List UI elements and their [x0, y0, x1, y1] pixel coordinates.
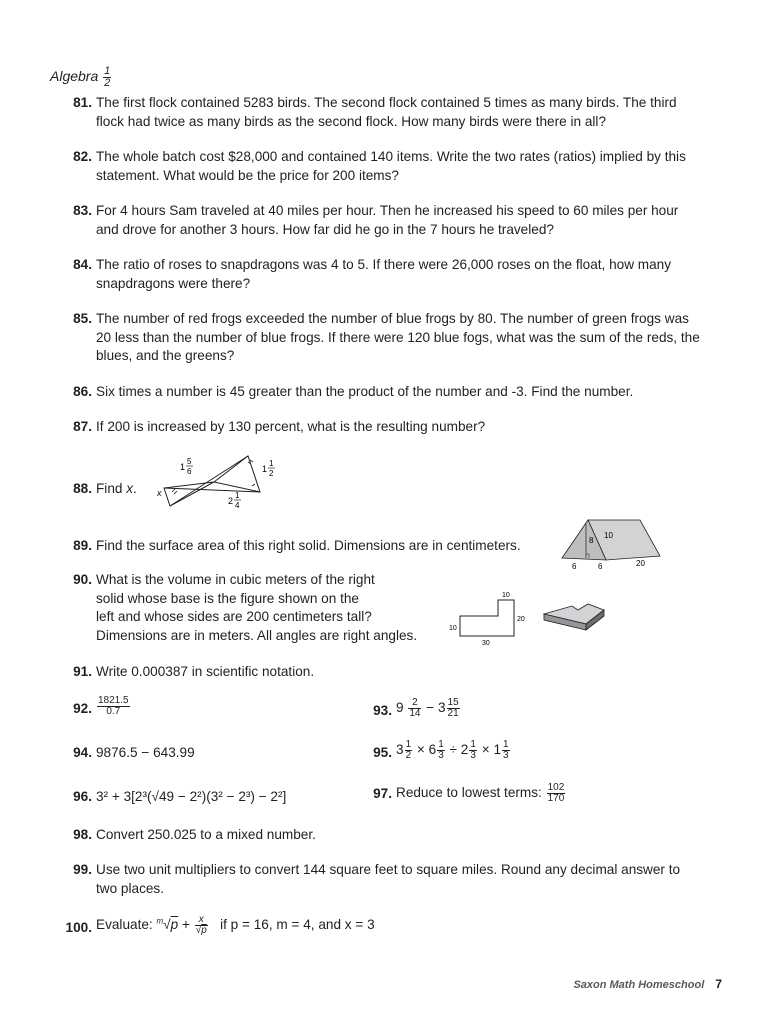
l-shape-solid-figure [540, 600, 610, 634]
label-bottom: 30 [482, 640, 490, 647]
label-c-whole: 2 [228, 496, 234, 506]
page-footer: Saxon Math Homeschool 7 [573, 977, 722, 991]
label-length: 20 [636, 559, 645, 568]
label-a-den: 6 [187, 467, 192, 476]
label-height: 8 [589, 536, 594, 545]
label-b-whole: 1 [262, 464, 268, 474]
section-title: Algebra $\frac{1}{2}$ [50, 65, 111, 89]
label-slant: 10 [604, 531, 613, 540]
label-right: 20 [517, 616, 525, 623]
label-left: 10 [449, 625, 457, 632]
label-c-num: 1 [235, 491, 240, 500]
page-number: 7 [715, 977, 722, 991]
label-base-right: 6 [598, 562, 603, 571]
label-b-num: 1 [269, 459, 274, 468]
title-fraction: $\frac{1}{2}$ [104, 65, 111, 89]
label-x: x [157, 488, 162, 498]
label-c-den: 4 [235, 501, 240, 510]
label-base-left: 6 [572, 562, 577, 571]
right-triangle [214, 456, 260, 492]
label-a-num: 5 [187, 457, 192, 466]
angle-tick-marks [172, 489, 177, 494]
triangular-prism-figure [556, 516, 668, 572]
l-shape-outline [460, 600, 514, 636]
crossed-triangles-figure [152, 452, 282, 514]
label-top: 10 [502, 592, 510, 599]
label-a-whole: 1 [180, 462, 186, 472]
l-shape-base-figure [446, 590, 536, 648]
label-b-den: 2 [269, 469, 274, 478]
fraction-92: $\frac{1821.5}{0.7}$ [98, 695, 129, 717]
